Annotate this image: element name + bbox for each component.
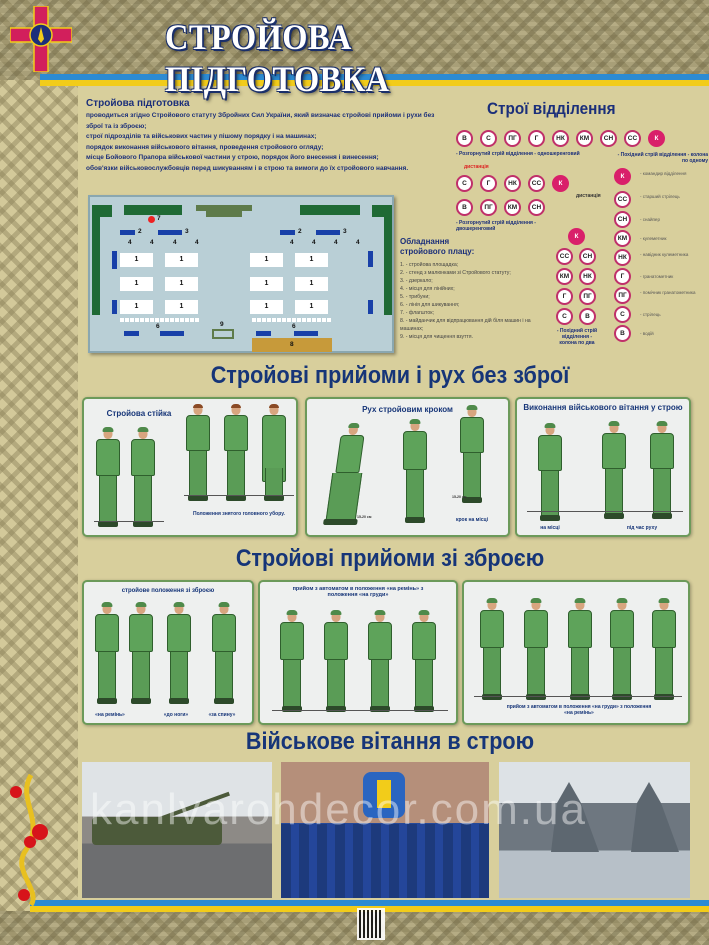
soldier-figure [648, 600, 680, 700]
soldier-figure [94, 604, 120, 704]
soldier-figure [184, 405, 212, 501]
commander-circle: К [568, 228, 585, 245]
equipment-heading: стройового плацу: [400, 247, 475, 256]
equipment-item: 5. - трибуни; [400, 294, 430, 300]
formation-circle: СС [614, 191, 631, 208]
section-title-salute-in-formation: Військове вітання в строю [245, 728, 535, 755]
soldier-figure [533, 425, 567, 521]
soldier-figure [520, 600, 552, 700]
formation-circle: НК [504, 175, 521, 192]
formation-circle: ПГ [579, 288, 596, 305]
soldier-figure [408, 612, 440, 712]
viburnum-ornament-icon [6, 770, 56, 910]
panel-drill-stance: Стройова стійка Положення знятого головного убору. [82, 397, 298, 537]
section-title-without-weapon: Стройові прийоми і рух без зброї [210, 362, 570, 389]
parade-equipment-list [400, 237, 550, 341]
formation-circle: ПГ [504, 130, 521, 147]
panel-weapon-positions: стройове положення зі зброєю «на ремінь» «до ноги» «за спину» [82, 580, 254, 725]
formation-circle: КМ [576, 130, 593, 147]
formation-circle: Г [528, 130, 545, 147]
formation-circle: С [456, 175, 473, 192]
equipment-item: 7. - флагшток; [400, 310, 434, 316]
soldier-figure [222, 405, 250, 501]
intro-heading: Стройова підготовка [86, 98, 190, 109]
formation-circle: С [614, 306, 631, 323]
formation-circle: В [614, 325, 631, 342]
formation-circle: В [456, 130, 473, 147]
formation-circle: С [480, 130, 497, 147]
equipment-item: 1. - стройова площадка; [400, 262, 459, 268]
soldier-figure [476, 600, 508, 700]
intro-line: обов'язки військовослужбовців перед шикуванням і в строю та вимоги до їх стройового навчання. [86, 164, 409, 172]
formation-circle: ПГ [480, 199, 497, 216]
equipment-item: 8. - майданчик для відпрацювання дій біля машин і на машинах; [400, 318, 531, 332]
row2-caption: - Розгорнутий стрій відділення - двошеренговий [456, 220, 536, 232]
panel-rifle-to-chest: прийом з автоматом в положення «на груди» з положення «на ремінь» [462, 580, 690, 725]
intro-text [86, 98, 451, 174]
formation-circle: СС [556, 248, 573, 265]
soldier-figure [208, 604, 240, 704]
formation-circle: В [456, 199, 473, 216]
soldier-figure [645, 423, 679, 519]
formation-circle: КМ [556, 268, 573, 285]
page-title: СТРОЙОВА ПІДГОТОВКА [165, 17, 390, 99]
formation-circle: Г [556, 288, 573, 305]
formation-circle: НК [579, 268, 596, 285]
equipment-item: 6. - лінія для шикування; [400, 302, 460, 308]
formation-circle: В [579, 308, 596, 325]
panel-drill-step: Рух стройовим кроком 15-20 см 15-20 см крок на місці [305, 397, 510, 537]
panel-rifle-to-shoulder: прийом з автоматом в положення «на ремінь» з положення «на груди» [258, 580, 458, 725]
formation-circle: С [556, 308, 573, 325]
distance-label: дистанція [576, 193, 601, 199]
equipment-item: 3. - дзеркало; [400, 278, 433, 284]
formation-circle: Г [480, 175, 497, 192]
formation-circle: НК [614, 249, 631, 266]
soldier-figure [564, 600, 596, 700]
camo-footer [0, 911, 709, 945]
intro-line: місце Бойового Прапора військової частини у строю, порядок його внесення і винесення; [86, 154, 379, 161]
formations-title: Строї відділення [487, 99, 616, 118]
parade-ground-plan: 7 2 3 2 3 4 4 4 4 4 4 4 4 1 1 1 1 1 1 1 1 1 1 1 1 6 6 9 8 [88, 195, 394, 353]
commander-circle: К [648, 130, 665, 147]
intro-line: проводиться згідно Стройового статуту Збройних Сил України, який визначає стройові прийоми і рухи без зброї та із зброєю; [86, 112, 435, 130]
equipment-item: 9. - місця для чищення взуття. [400, 334, 474, 340]
watermark: kanlvarohdecor.com.ua [90, 785, 587, 834]
formation-circle: КМ [504, 199, 521, 216]
soldier-figure [320, 425, 374, 525]
equipment-item: 4. - місця для лінійних; [400, 286, 455, 292]
formation-circle: СН [528, 199, 545, 216]
formation-circle: СС [624, 130, 641, 147]
soldier-figure [260, 405, 288, 501]
formation-circle: СС [528, 175, 545, 192]
soldier-figure [364, 612, 396, 712]
soldier-figure [128, 604, 154, 704]
soldier-figure [96, 429, 120, 527]
soldier-figure [457, 407, 487, 503]
soldier-figure [129, 429, 157, 527]
column1-caption: - Похідний стрій відділення - колона по одному [617, 152, 708, 164]
qr-code[interactable] [357, 908, 385, 940]
soldier-figure [399, 421, 431, 523]
section-title-with-weapon: Стройові прийоми зі зброєю [235, 545, 545, 572]
soldier-figure [276, 612, 308, 712]
intro-line: порядок виконання військового вітання, проведення стройового огляду; [86, 143, 324, 151]
intro-line: строї підрозділів та військових частин у пішому порядку і на машинах; [86, 133, 317, 140]
row1-caption: - Розгорнутий стрій відділення - одношеренговий [456, 151, 580, 157]
commander-circle: К [552, 175, 569, 192]
distance-label: дистанція [464, 164, 489, 170]
panel-military-salute: Виконання військового вітання у строю на місці під час руху [515, 397, 691, 537]
formation-circle: ПГ [614, 287, 631, 304]
soldier-figure [164, 604, 194, 704]
formation-circle: Г [614, 268, 631, 285]
column2-caption: - Похідний стрій відділення - колона по два [556, 328, 598, 346]
equipment-item: 2. - стенд з малюнками зі Стройового статуту; [400, 270, 511, 276]
soldier-figure [320, 612, 352, 712]
equipment-heading: Обладнання [400, 237, 450, 246]
commander-circle: К [614, 168, 631, 185]
soldier-figure [606, 600, 638, 700]
formation-circle: СН [600, 130, 617, 147]
formation-circle: КМ [614, 230, 631, 247]
formation-circle: НК [552, 130, 569, 147]
formation-circle: СН [614, 211, 631, 228]
soldier-figure [597, 423, 631, 519]
armed-forces-emblem-icon [10, 6, 72, 72]
formation-circle: СН [579, 248, 596, 265]
